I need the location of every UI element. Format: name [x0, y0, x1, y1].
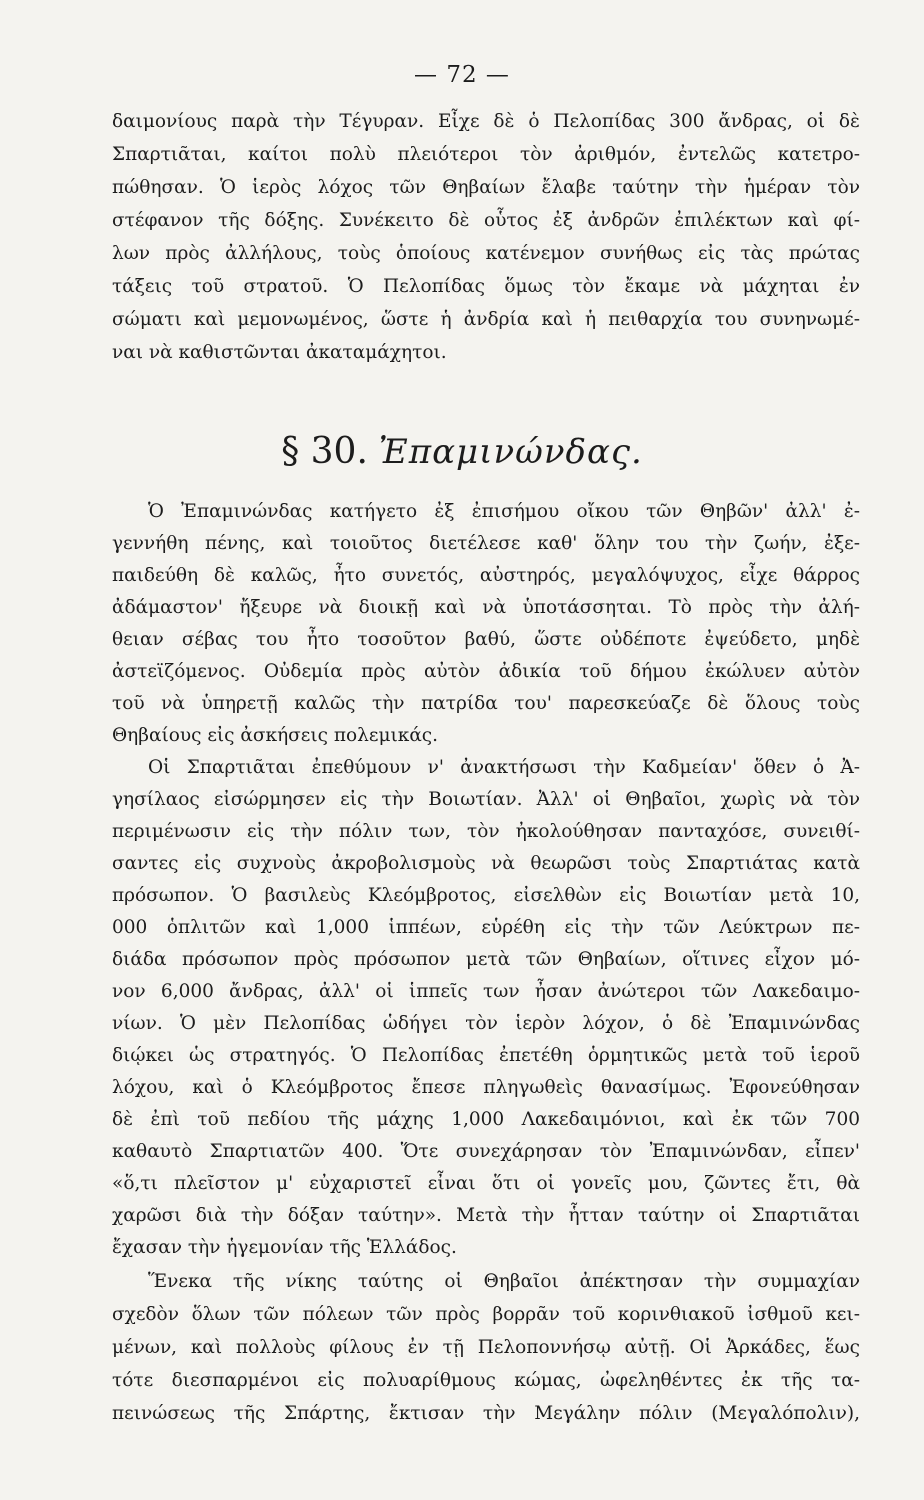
text-line: στέφανον τῆς δόξης. Συνέκειτο δὲ οὗτος ἐξ ἀνδρῶν ἐπιλέκτων καὶ φί-	[112, 210, 860, 231]
text-line: δαιμονίους παρὰ τὴν Τέγυραν. Εἶχε δὲ ὁ Πελοπίδας 300 ἄνδρας, οἱ δὲ	[112, 111, 860, 132]
text-line: καθαυτὸ Σπαρτιατῶν 400. Ὅτε συνεχάρησαν τὸν Ἐπαμινώνδαν, εἶπεν'	[112, 1141, 860, 1162]
text-line: πώθησαν. Ὁ ἱερὸς λόχος τῶν Θηβαίων ἔλαβε ταύτην τὴν ἡμέραν τὸν	[112, 177, 860, 198]
text-line: γησίλαος εἰσώρμησεν εἰς τὴν Βοιωτίαν. Ἀλλ' οἱ Θηβαῖοι, χωρὶς νὰ τὸν	[112, 789, 860, 810]
text-line: ἀστεϊζόμενος. Οὐδεμία πρὸς αὐτὸν ἀδικία τοῦ δήμου ἐκώλυεν αὐτὸν	[112, 661, 860, 682]
text-line: διάδα πρόσωπον πρὸς πρόσωπον μετὰ τῶν Θηβαίων, οἵτινες εἶχον μό-	[112, 949, 860, 970]
text-line: περιμένωσιν εἰς τὴν πόλιν των, τὸν ἠκολούθησαν πανταχόσε, συνειθί-	[112, 821, 860, 842]
text-line: 000 ὁπλιτῶν καὶ 1,000 ἱππέων, εὑρέθη εἰς τὴν τῶν Λεύκτρων πε-	[112, 917, 860, 938]
text-line: διῴκει ὡς στρατηγός. Ὁ Πελοπίδας ἐπετέθη ὁρμητικῶς μετὰ τοῦ ἱεροῦ	[112, 1045, 860, 1066]
text-line: χαρῶσι διὰ τὴν δόξαν ταύτην». Μετὰ τὴν ἧτταν ταύτην οἱ Σπαρτιᾶται	[112, 1205, 860, 1226]
text-line: Οἱ Σπαρτιᾶται ἐπεθύμουν ν' ἀνακτήσωσι τὴν Καδμείαν' ὅθεν ὁ Ἀ-	[148, 757, 860, 778]
text-line: λόχου, καὶ ὁ Κλεόμβροτος ἔπεσε πληγωθεὶς θανασίμως. Ἐφονεύθησαν	[112, 1077, 860, 1098]
text-line: μένων, καὶ πολλοὺς φίλους ἐν τῇ Πελοποννήσῳ αὐτῇ. Οἱ Ἀρκάδες, ἕως	[112, 1337, 860, 1358]
section-title: Ἐπαμινώνδας.	[378, 432, 643, 472]
section-heading	[0, 432, 924, 472]
text-line: «ὅ,τι πλεῖστον μ' εὐχαριστεῖ εἶναι ὅτι οἱ γονεῖς μου, ζῶντες ἔτι, θὰ	[112, 1173, 860, 1194]
text-line: νον 6,000 ἄνδρας, ἀλλ' οἱ ἱππεῖς των ἦσαν ἀνώτεροι τῶν Λακεδαιμο-	[112, 981, 860, 1002]
text-line: Θηβαίους εἰς ἀσκήσεις πολεμικάς.	[112, 725, 439, 746]
section-number: § 30.	[281, 431, 368, 472]
text-line: πρόσωπον. Ὁ βασιλεὺς Κλεόμβροτος, εἰσελθὼν εἰς Βοιωτίαν μετὰ 10,	[112, 885, 860, 906]
text-line: τάξεις τοῦ στρατοῦ. Ὁ Πελοπίδας ὅμως τὸν ἔκαμε νὰ μάχηται ἐν	[112, 276, 860, 297]
text-line: θειαν σέβας του ἦτο τοσοῦτον βαθύ, ὥστε οὐδέποτε ἐψεύδετο, μηδὲ	[112, 629, 860, 650]
text-line: ναι νὰ καθιστῶνται ἀκαταμάχητοι.	[112, 342, 447, 363]
text-line: σαντες εἰς συχνοὺς ἀκροβολισμοὺς νὰ θεωρῶσι τοὺς Σπαρτιάτας κατὰ	[112, 853, 860, 874]
text-line: λων πρὸς ἀλλήλους, τοὺς ὁποίους κατένεμον συνήθως εἰς τὰς πρώτας	[112, 243, 860, 264]
text-line: τοῦ νὰ ὑπηρετῇ καλῶς τὴν πατρίδα του' παρεσκεύαζε δὲ ὅλους τοὺς	[112, 693, 860, 714]
text-line: παιδεύθη δὲ καλῶς, ἦτο συνετός, αὐστηρός, μεγαλόψυχος, εἶχε θάρρος	[112, 565, 860, 586]
text-line: Ὁ Ἐπαμινώνδας κατήγετο ἐξ ἐπισήμου οἴκου τῶν Θηβῶν' ἀλλ' ἐ-	[148, 501, 860, 522]
text-line: δὲ ἐπὶ τοῦ πεδίου τῆς μάχης 1,000 Λακεδαιμόνιοι, καὶ ἐκ τῶν 700	[112, 1109, 860, 1130]
page-number: — 72 —	[414, 62, 510, 88]
text-line: Σπαρτιᾶται, καίτοι πολὺ πλειότεροι τὸν ἀριθμόν, ἐντελῶς κατετρο-	[112, 144, 860, 165]
text-line: πεινώσεως τῆς Σπάρτης, ἔκτισαν τὴν Μεγάλην πόλιν (Μεγαλόπολιν),	[112, 1403, 860, 1424]
text-line: σχεδὸν ὅλων τῶν πόλεων τῶν πρὸς βορρᾶν τοῦ κορινθιακοῦ ἰσθμοῦ κει-	[112, 1304, 860, 1325]
text-line: νίων. Ὁ μὲν Πελοπίδας ὡδήγει τὸν ἱερὸν λόχον, ὁ δὲ Ἐπαμινώνδας	[112, 1013, 860, 1034]
text-line: γεννήθη πένης, καὶ τοιοῦτος διετέλεσε καθ' ὅλην του τὴν ζωήν, ἐξε-	[112, 533, 860, 554]
text-line: ἔχασαν τὴν ἡγεμονίαν τῆς Ἑλλάδος.	[112, 1237, 457, 1258]
text-line: σώματι καὶ μεμονωμένος, ὥστε ἡ ἀνδρία καὶ ἡ πειθαρχία του συνηνωμέ-	[112, 309, 860, 330]
text-line: ἀδάμαστον' ἤξευρε νὰ διοικῇ καὶ νὰ ὑποτάσσηται. Τὸ πρὸς τὴν ἀλή-	[112, 597, 860, 618]
text-line: Ἕνεκα τῆς νίκης ταύτης οἱ Θηβαῖοι ἀπέκτησαν τὴν συμμαχίαν	[148, 1271, 860, 1292]
text-line: τότε διεσπαρμένοι εἰς πολυαρίθμους κώμας, ὠφεληθέντες ἐκ τῆς τα-	[112, 1370, 860, 1391]
